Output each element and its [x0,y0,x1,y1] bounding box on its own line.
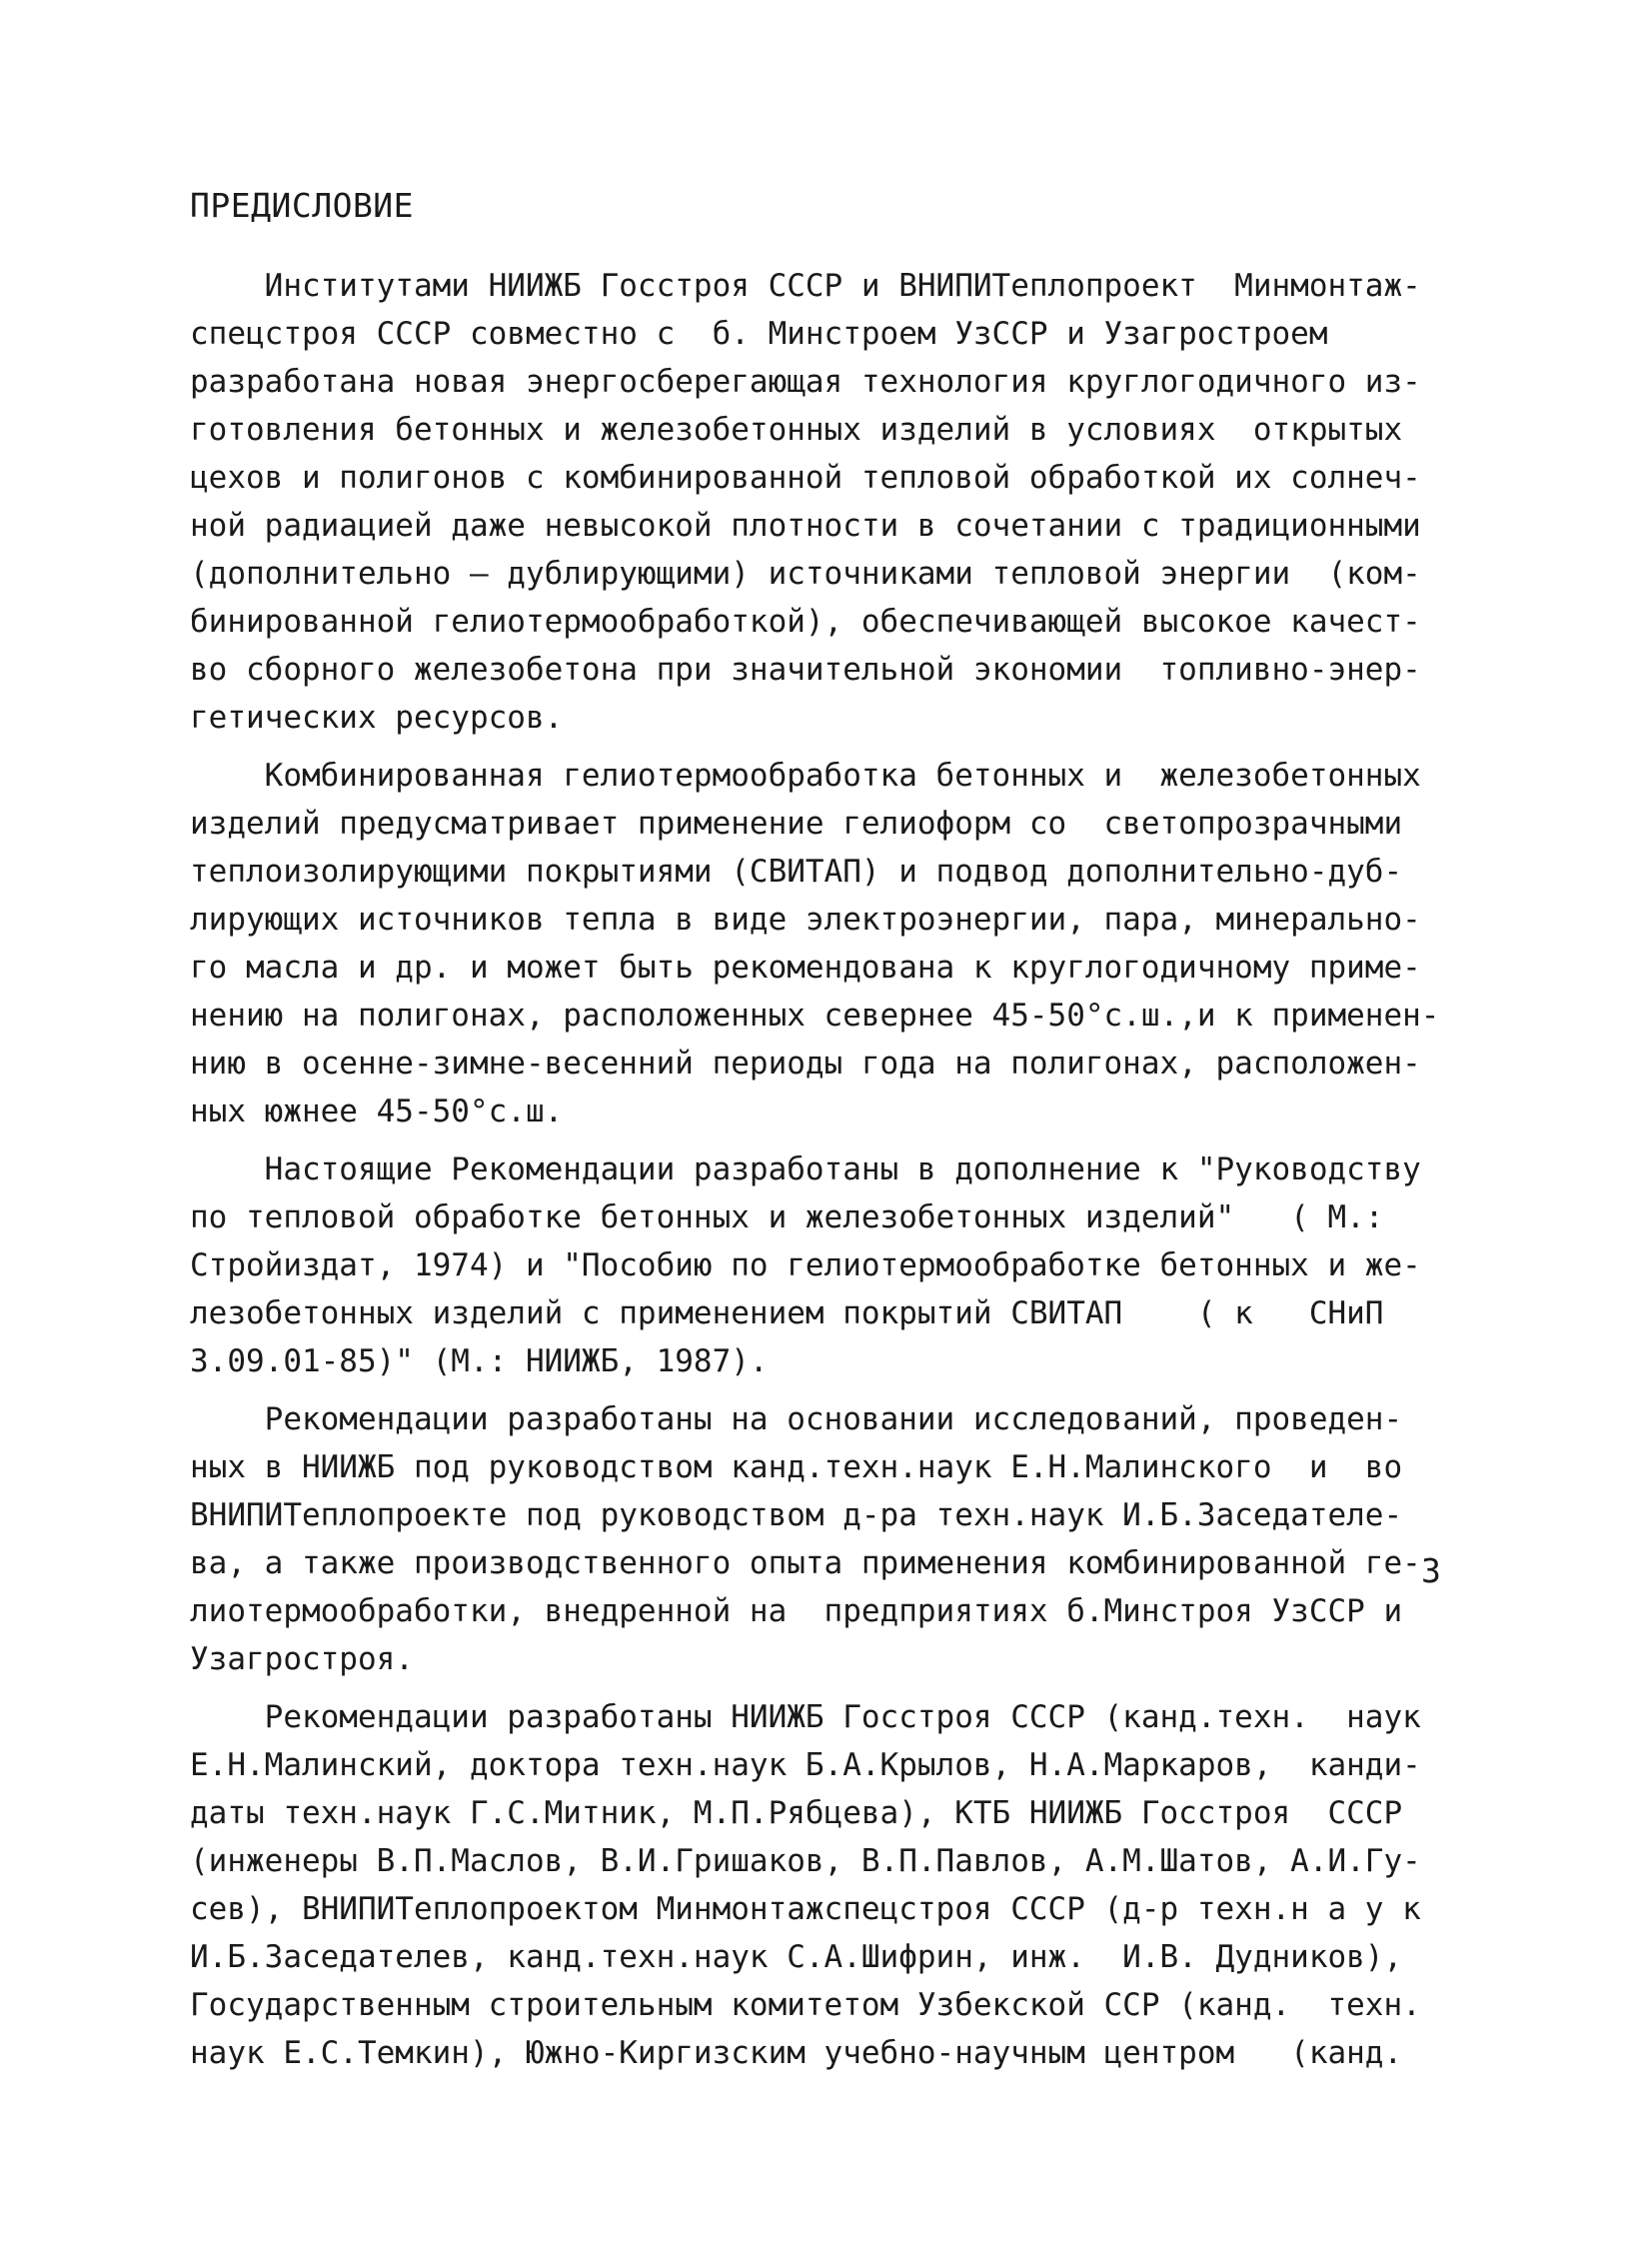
text-line: ной радиацией даже невысокой плотности в сочетании с традиционными [190,508,1421,544]
text-line: спецстроя СССР совместно с б. Минстроем УзССР и Узагростроем [190,316,1328,352]
text-line: во сборного железобетона при значительной экономии топливно-энер- [190,652,1421,688]
text-line: Стройиздат, 1974) и "Пособию по гелиотермообработке бетонных и же- [190,1247,1421,1283]
paragraph-2 [190,752,1474,1135]
text-line: лирующих источников тепла в виде электроэнергии, пара, минерально- [190,902,1421,938]
text-line: Настоящие Рекомендации разработаны в дополнение к "Руководству [190,1151,1421,1187]
text-line: ВНИПИТеплопроекте под руководством д-ра техн.наук И.Б.Заседателе- [190,1497,1403,1533]
text-line: лезобетонных изделий с применением покрытий СВИТАП ( к СНиП [190,1295,1384,1331]
text-line: по тепловой обработке бетонных и железобетонных изделий" ( М.: [190,1199,1384,1235]
page-number: 3 [1421,1551,1441,1590]
text-line: ва, а также производственного опыта применения комбинированной ге- [190,1545,1421,1581]
text-line: Е.Н.Малинский, доктора техн.наук Б.А.Крылов, Н.А.Маркаров, канди- [190,1747,1421,1783]
text-line: даты техн.наук Г.С.Митник, М.П.Рябцева), КТБ НИИЖБ Госстроя СССР [190,1795,1403,1831]
text-line: Рекомендации разработаны НИИЖБ Госстроя СССР (канд.техн. наук [190,1699,1421,1735]
text-line: бинированной гелиотермообработкой), обеспечивающей высокое качест- [190,604,1421,640]
paragraph-3 [190,1145,1474,1385]
text-line: го масла и др. и может быть рекомендована к круглогодичному приме- [190,950,1421,986]
text-line: ных южнее 45-50°с.ш. [190,1094,564,1129]
text-line: И.Б.Заседателев, канд.техн.наук С.А.Шифрин, инж. И.В. Дудников), [190,1939,1403,1975]
text-line: наук Е.С.Темкин), Южно-Киргизским учебно-научным центром (канд. [190,2035,1403,2071]
text-line: разработана новая энергосберегающая технология круглогодичного из- [190,364,1421,400]
paragraph-gap [190,1385,1474,1395]
text-line: Рекомендации разработаны на основании исследований, проведен- [190,1401,1403,1437]
section-heading: ПРЕДИСЛОВИЕ [190,186,415,225]
text-line: нию в осенне-зимне-весенний периоды года на полигонах, расположен- [190,1046,1421,1082]
paragraph-4 [190,1395,1474,1683]
paragraph-gap [190,742,1474,752]
body-text [190,262,1474,2077]
text-line: теплоизолирующими покрытиями (СВИТАП) и подвод дополнительно-дуб- [190,854,1403,890]
text-line: (инженеры В.П.Маслов, В.И.Гришаков, В.П.Павлов, А.М.Шатов, А.И.Гу- [190,1843,1421,1879]
text-line: гетических ресурсов. [190,700,564,736]
paragraph-gap [190,1135,1474,1145]
text-line: нению на полигонах, расположенных севернее 45-50°с.ш.,и к применен- [190,998,1440,1034]
text-line: лиотермообработки, внедренной на предприятиях б.Минстроя УзССР и [190,1593,1403,1629]
paragraph-gap [190,1683,1474,1693]
text-line: готовления бетонных и железобетонных изделий в условиях открытых [190,412,1403,448]
text-line: Институтами НИИЖБ Госстроя СССР и ВНИПИТеплопроект Минмонтаж- [190,268,1421,304]
text-line: Комбинированная гелиотермообработка бетонных и железобетонных [190,758,1421,794]
text-line: Узагростроя. [190,1641,414,1677]
text-line: изделий предусматривает применение гелиоформ со светопрозрачными [190,806,1403,842]
text-line: сев), ВНИПИТеплопроектом Минмонтажспецстроя СССР (д-р техн.н а у к [190,1891,1421,1927]
text-line: цехов и полигонов с комбинированной тепловой обработкой их солнеч- [190,460,1421,496]
text-line: (дополнительно – дублирующими) источниками тепловой энергии (ком- [190,556,1421,592]
paragraph-5 [190,1693,1474,2077]
text-line: 3.09.01-85)" (М.: НИИЖБ, 1987). [190,1343,769,1379]
text-line: Государственным строительным комитетом Узбекской ССР (канд. техн. [190,1987,1421,2023]
text-line: ных в НИИЖБ под руководством канд.техн.наук Е.Н.Малинского и во [190,1449,1403,1485]
paragraph-1 [190,262,1474,742]
